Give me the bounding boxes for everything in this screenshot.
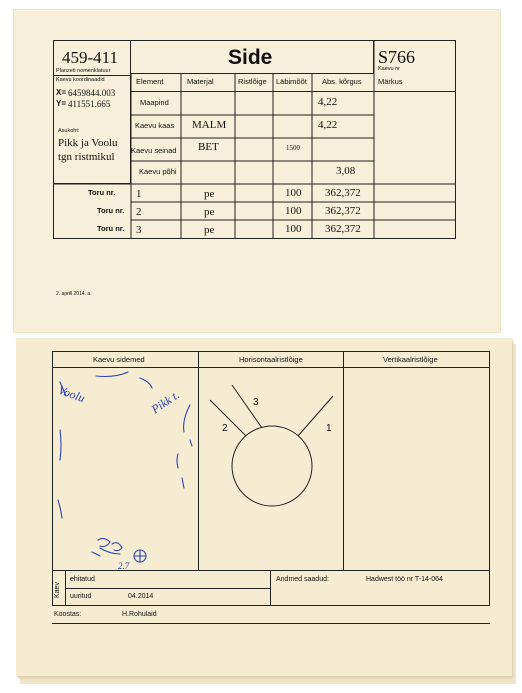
kaev-label: Kaev — [54, 582, 61, 598]
pipe3-materjal: pe — [204, 224, 215, 236]
col-labimoot: Läbimõõt — [276, 77, 307, 86]
col-materjal: Materjal — [187, 77, 214, 86]
pipe3-nr: 3 — [136, 224, 142, 236]
y-label: Y= — [56, 99, 67, 108]
uuritud-value: 04.2014 — [128, 593, 154, 600]
row-seinad-label: Kaevu seinad — [131, 146, 177, 155]
y-coordinate: 411551.665 — [68, 99, 111, 109]
pipe2-label: Toru nr. — [97, 206, 125, 215]
ehitatud-label: ehitatud — [70, 576, 95, 583]
sheet-number: 459-411 — [62, 48, 119, 67]
uuritud-label: uuritud — [70, 593, 92, 600]
pipe3-labimoot: 100 — [285, 223, 302, 235]
row-seinad-materjal: BET — [198, 141, 219, 153]
pipe1-label: Toru nr. — [88, 188, 116, 197]
coords-label: Kaevu koordinaadid — [56, 77, 105, 83]
x-label: X= — [56, 88, 67, 97]
location-line1: Pikk ja Voolu — [58, 137, 118, 149]
row-pohi-korgus: 3,08 — [336, 165, 356, 177]
form-date: 2. aprill 2014. a. — [56, 291, 92, 297]
sheet-number-label: Planzeti nomenklatuur — [56, 68, 111, 74]
pipe1-korgus: 362,372 — [325, 187, 361, 199]
row-maapind-label: Maapind — [140, 98, 169, 107]
pipe2-materjal: pe — [204, 206, 215, 218]
pipe2-marker: 2 — [222, 423, 228, 434]
pipe1-labimoot: 100 — [285, 187, 302, 199]
row-maapind-korgus: 4,22 — [318, 96, 338, 108]
pipe3-marker: 3 — [253, 397, 259, 408]
well-number: S766 — [378, 47, 416, 67]
row-kaas-materjal: MALM — [192, 119, 227, 131]
footer-divider — [65, 588, 271, 589]
col-ristloige: Ristlõige — [238, 77, 267, 86]
pipe3-label: Toru nr. — [97, 224, 125, 233]
location-line2: tgn ristmikul — [58, 151, 115, 163]
hand-label-number: 2.7 — [118, 561, 130, 571]
hand-label-pikk: Pikk t. — [148, 387, 182, 417]
pipe2-nr: 2 — [136, 206, 142, 218]
location-label: Asukoht: — [58, 128, 80, 134]
koostas-value: H.Rohulaid — [122, 611, 157, 618]
col-element: Element — [136, 77, 164, 86]
sketch-col3-title: Vertikaalristlõige — [383, 355, 438, 364]
form-title: Side — [228, 46, 273, 69]
col-markus: Märkus — [378, 77, 403, 86]
well-number-label: Kaevu nr — [378, 66, 401, 72]
sketch-col1-title: Kaevu sidemed — [93, 355, 145, 364]
pipe2-korgus: 362,372 — [325, 205, 361, 217]
pipe2-labimoot: 100 — [285, 205, 302, 217]
pipe1-marker: 1 — [326, 423, 332, 434]
pipe1-nr: 1 — [136, 188, 142, 200]
pipe3-korgus: 362,372 — [325, 223, 361, 235]
source-label: Andmed saadud: — [276, 576, 329, 583]
sketch-col2-title: Horisontaalristlõige — [239, 355, 303, 364]
row-pohi-label: Kaevu põhi — [139, 167, 177, 176]
koostas-row — [52, 606, 490, 624]
row-kaas-label: Kaevu kaas — [135, 121, 175, 130]
row-kaas-korgus: 4,22 — [318, 119, 338, 131]
koostas-label: Koostas: — [54, 611, 82, 618]
row-seinad-labimoot: 1500 — [286, 144, 300, 152]
x-coordinate: 6459844.003 — [68, 88, 116, 98]
col-korgus: Abs. kõrgus — [322, 77, 362, 86]
hand-label-voolu: Voolu — [56, 382, 87, 406]
pipe1-materjal: pe — [204, 188, 215, 200]
source-value: Hadwest töö nr T-14-064 — [366, 576, 443, 583]
